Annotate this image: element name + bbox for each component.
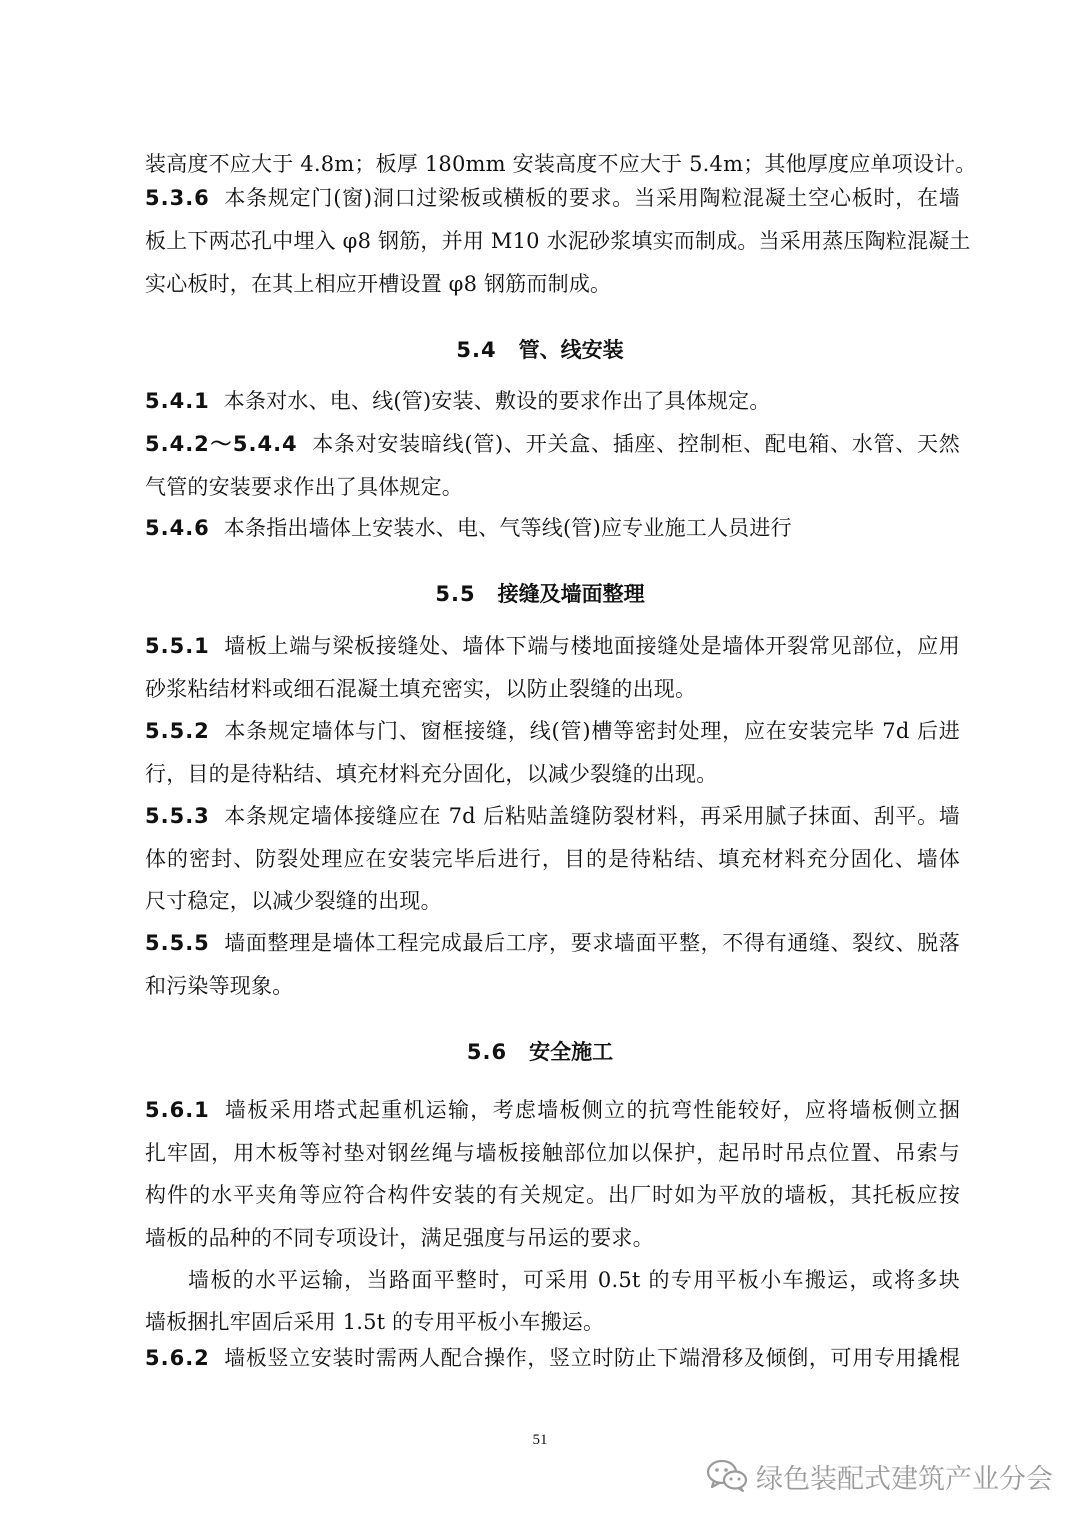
clause-text: 本条规定墙体与门、窗框接缝，线(管)槽等密封处理，应在安装完毕 7d 后进 [223, 719, 960, 743]
clause-text: 本条对水、电、线(管)安装、敷设的要求作出了具体规定。 [223, 389, 771, 413]
paragraph-line: 尺寸稳定，以减少裂缝的出现。 [145, 889, 442, 913]
paragraph-line: 体的密封、防裂处理应在安装完毕后进行，目的是待粘结、填充材料充分固化、墙体 [145, 847, 960, 871]
clause-5-6-2 [145, 1344, 960, 1372]
clause-text: 墙面整理是墙体工程完成最后工序，要求墙面平整，不得有通缝、裂纹、脱落 [223, 931, 960, 955]
clause-number: 5.3.6 [145, 186, 210, 210]
section-heading-5-5: 5.5 接缝及墙面整理 [435, 582, 645, 606]
clause-text: 墙板上端与梁板接缝处、墙体下端与楼地面接缝处是墙体开裂常见部位，应用 [223, 634, 960, 658]
paragraph-line: 实心板时，在其上相应开槽设置 φ8 钢筋而制成。 [145, 272, 612, 296]
section-heading-5-4: 5.4 管、线安装 [456, 338, 624, 362]
paragraph-line: 扎牢固，用木板等衬垫对钢丝绳与墙板接触部位加以保护，起吊时吊点位置、吊索与 [145, 1141, 960, 1165]
paragraph-line: 和污染等现象。 [145, 974, 294, 998]
clause-number: 5.5.2 [145, 719, 210, 743]
page-number: 51 [532, 1432, 548, 1448]
clause-5-5-5 [145, 929, 960, 957]
clause-text: 本条对安装暗线(管)、开关盒、插座、控制柜、配电箱、水管、天然 [311, 432, 960, 456]
clause-5-5-2 [145, 717, 960, 745]
clause-5-4-6 [145, 514, 960, 542]
paragraph-line: 墙板的品种的不同专项设计，满足强度与吊运的要求。 [145, 1226, 654, 1250]
clause-number: 5.4.6 [145, 516, 210, 540]
clause-number: 5.5.5 [145, 931, 210, 955]
paragraph-line: 装高度不应大于 4.8m；板厚 180mm 安装高度不应大于 5.4m；其他厚度应单项设计。 [145, 152, 977, 176]
section-heading-5-6: 5.6 安全施工 [466, 1040, 614, 1064]
clause-number: 5.6.1 [145, 1098, 210, 1122]
clause-5-5-1 [145, 632, 960, 660]
clause-5-4-1 [145, 387, 960, 415]
paragraph-line: 砂浆粘结材料或细石混凝土填充密实，以防止裂缝的出现。 [145, 677, 697, 701]
paragraph-line: 墙板的水平运输，当路面平整时，可采用 0.5t 的专用平板小车搬运，或将多块 [188, 1268, 960, 1292]
clause-5-5-3 [145, 802, 960, 830]
clause-text: 墙板竖立安装时需两人配合操作，竖立时防止下端滑移及倾倒，可用专用撬棍 [223, 1346, 960, 1370]
paragraph-line: 墙板捆扎牢固后采用 1.5t 的专用平板小车搬运。 [145, 1310, 605, 1334]
clause-number: 5.6.2 [145, 1346, 210, 1370]
clause-number: 5.5.1 [145, 634, 210, 658]
watermark [706, 1454, 1053, 1498]
clause-5-6-1 [145, 1096, 960, 1124]
clause-number: 5.5.3 [145, 804, 210, 828]
wechat-icon [706, 1459, 748, 1493]
clause-number: 5.4.2～5.4.4 [145, 432, 298, 456]
paragraph-line: 板上下两芯孔中埋入 φ8 钢筋，并用 M10 水泥砂浆填实而制成。当采用蒸压陶粒混凝土 [145, 229, 971, 253]
paragraph-line: 行，目的是待粘结、填充材料充分固化，以减少裂缝的出现。 [145, 762, 718, 786]
clause-text: 本条规定墙体接缝应在 7d 后粘贴盖缝防裂材料，再采用腻子抹面、刮平。墙 [223, 804, 960, 828]
paragraph-line: 气管的安装要求作出了具体规定。 [145, 475, 463, 499]
clause-number: 5.4.1 [145, 389, 210, 413]
clause-5-4-2-to-5-4-4 [145, 430, 960, 458]
clause-text: 本条指出墙体上安装水、电、气等线(管)应专业施工人员进行 [223, 516, 792, 540]
clause-text: 墙板采用塔式起重机运输，考虑墙板侧立的抗弯性能较好，应将墙板侧立捆 [223, 1098, 960, 1122]
paragraph-line: 构件的水平夹角等应符合构件安装的有关规定。出厂时如为平放的墙板，其托板应按 [145, 1183, 960, 1207]
watermark-text: 绿色装配式建筑产业分会 [756, 1463, 1053, 1495]
clause-5-3-6 [145, 184, 960, 212]
clause-text: 本条规定门(窗)洞口过梁板或横板的要求。当采用陶粒混凝土空心板时，在墙 [223, 186, 960, 210]
